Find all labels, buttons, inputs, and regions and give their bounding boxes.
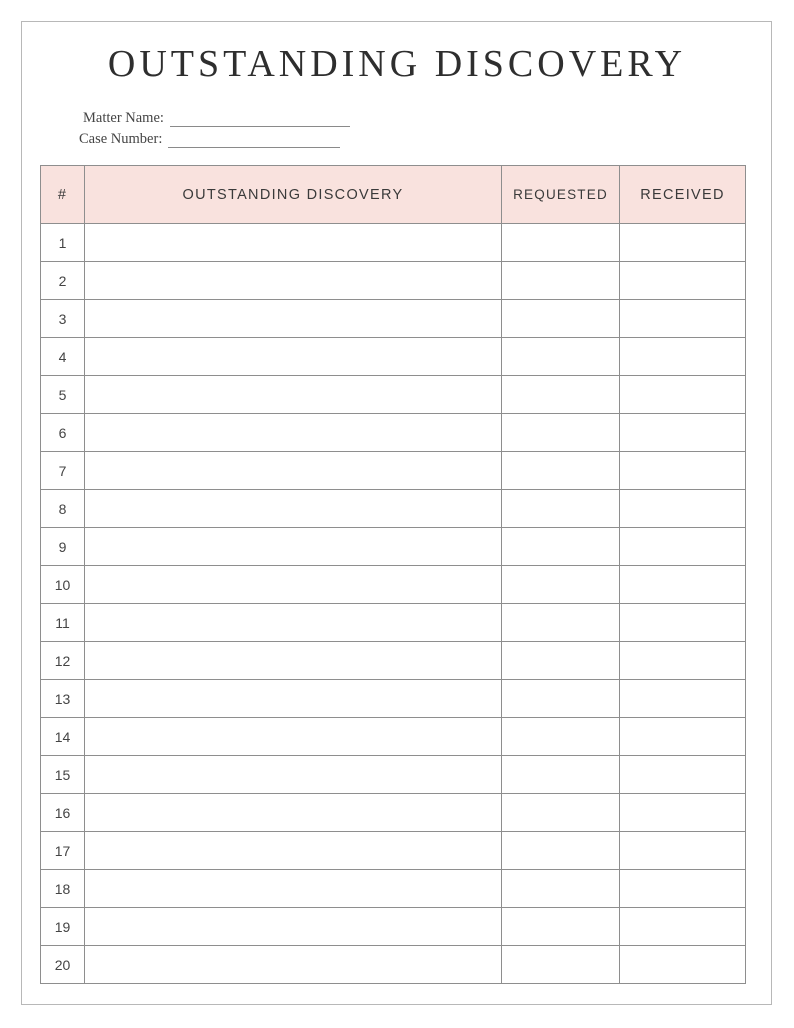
- row-number: 3: [41, 300, 85, 338]
- table-row: [41, 224, 746, 262]
- row-number: 18: [41, 870, 85, 908]
- requested-cell[interactable]: [502, 338, 620, 376]
- received-cell[interactable]: [620, 528, 746, 566]
- received-cell[interactable]: [620, 566, 746, 604]
- row-number: 6: [41, 414, 85, 452]
- description-cell[interactable]: [85, 224, 502, 262]
- table-header-row: [41, 166, 746, 224]
- requested-cell[interactable]: [502, 642, 620, 680]
- table-row: [41, 794, 746, 832]
- description-cell[interactable]: [85, 376, 502, 414]
- discovery-table: [40, 165, 746, 984]
- header-outstanding-discovery: OUTSTANDING DISCOVERY: [85, 166, 502, 224]
- table-row: [41, 908, 746, 946]
- row-number: 11: [41, 604, 85, 642]
- row-number: 8: [41, 490, 85, 528]
- header-requested: REQUESTED: [502, 166, 620, 224]
- received-cell[interactable]: [620, 338, 746, 376]
- table-row: [41, 528, 746, 566]
- row-number: 9: [41, 528, 85, 566]
- table-row: [41, 452, 746, 490]
- description-cell[interactable]: [85, 946, 502, 984]
- requested-cell[interactable]: [502, 870, 620, 908]
- row-number: 15: [41, 756, 85, 794]
- table-row: [41, 642, 746, 680]
- row-number: 19: [41, 908, 85, 946]
- requested-cell[interactable]: [502, 414, 620, 452]
- received-cell[interactable]: [620, 262, 746, 300]
- received-cell[interactable]: [620, 452, 746, 490]
- description-cell[interactable]: [85, 718, 502, 756]
- table-row: [41, 680, 746, 718]
- description-cell[interactable]: [85, 642, 502, 680]
- table-row: [41, 490, 746, 528]
- case-number-field[interactable]: [168, 133, 340, 148]
- requested-cell[interactable]: [502, 566, 620, 604]
- requested-cell[interactable]: [502, 224, 620, 262]
- requested-cell[interactable]: [502, 756, 620, 794]
- description-cell[interactable]: [85, 908, 502, 946]
- requested-cell[interactable]: [502, 300, 620, 338]
- header-number: #: [41, 166, 85, 224]
- case-info: [79, 106, 350, 148]
- table-row: [41, 604, 746, 642]
- requested-cell[interactable]: [502, 908, 620, 946]
- page-title: OUTSTANDING DISCOVERY: [107, 43, 687, 85]
- table-row: [41, 870, 746, 908]
- requested-cell[interactable]: [502, 262, 620, 300]
- received-cell[interactable]: [620, 756, 746, 794]
- row-number: 2: [41, 262, 85, 300]
- row-number: 20: [41, 946, 85, 984]
- requested-cell[interactable]: [502, 376, 620, 414]
- table-body: [41, 224, 746, 984]
- received-cell[interactable]: [620, 414, 746, 452]
- matter-name-field[interactable]: [170, 112, 350, 127]
- description-cell[interactable]: [85, 452, 502, 490]
- table-row: [41, 946, 746, 984]
- received-cell[interactable]: [620, 870, 746, 908]
- received-cell[interactable]: [620, 946, 746, 984]
- table-row: [41, 300, 746, 338]
- case-number-row: [79, 127, 350, 148]
- received-cell[interactable]: [620, 604, 746, 642]
- row-number: 10: [41, 566, 85, 604]
- description-cell[interactable]: [85, 262, 502, 300]
- received-cell[interactable]: [620, 376, 746, 414]
- description-cell[interactable]: [85, 604, 502, 642]
- header-received: RECEIVED: [620, 166, 746, 224]
- description-cell[interactable]: [85, 300, 502, 338]
- row-number: 12: [41, 642, 85, 680]
- received-cell[interactable]: [620, 832, 746, 870]
- requested-cell[interactable]: [502, 718, 620, 756]
- received-cell[interactable]: [620, 224, 746, 262]
- description-cell[interactable]: [85, 794, 502, 832]
- row-number: 14: [41, 718, 85, 756]
- row-number: 17: [41, 832, 85, 870]
- requested-cell[interactable]: [502, 680, 620, 718]
- table-row: [41, 756, 746, 794]
- received-cell[interactable]: [620, 794, 746, 832]
- received-cell[interactable]: [620, 490, 746, 528]
- requested-cell[interactable]: [502, 946, 620, 984]
- received-cell[interactable]: [620, 718, 746, 756]
- matter-name-label: Matter Name:: [83, 110, 164, 126]
- row-number: 4: [41, 338, 85, 376]
- received-cell[interactable]: [620, 642, 746, 680]
- case-number-label: Case Number:: [79, 131, 163, 147]
- table-row: [41, 262, 746, 300]
- row-number: 13: [41, 680, 85, 718]
- matter-name-row: [79, 106, 350, 127]
- table-row: [41, 376, 746, 414]
- requested-cell[interactable]: [502, 832, 620, 870]
- received-cell[interactable]: [620, 680, 746, 718]
- requested-cell[interactable]: [502, 528, 620, 566]
- description-cell[interactable]: [85, 870, 502, 908]
- description-cell[interactable]: [85, 832, 502, 870]
- description-cell[interactable]: [85, 338, 502, 376]
- table-row: [41, 338, 746, 376]
- received-cell[interactable]: [620, 300, 746, 338]
- table-row: [41, 718, 746, 756]
- table-row: [41, 566, 746, 604]
- description-cell[interactable]: [85, 528, 502, 566]
- table-row: [41, 414, 746, 452]
- description-cell[interactable]: [85, 414, 502, 452]
- requested-cell[interactable]: [502, 452, 620, 490]
- requested-cell[interactable]: [502, 604, 620, 642]
- description-cell[interactable]: [85, 490, 502, 528]
- row-number: 5: [41, 376, 85, 414]
- row-number: 7: [41, 452, 85, 490]
- row-number: 16: [41, 794, 85, 832]
- description-cell[interactable]: [85, 756, 502, 794]
- received-cell[interactable]: [620, 908, 746, 946]
- description-cell[interactable]: [85, 566, 502, 604]
- requested-cell[interactable]: [502, 490, 620, 528]
- requested-cell[interactable]: [502, 794, 620, 832]
- description-cell[interactable]: [85, 680, 502, 718]
- table-row: [41, 832, 746, 870]
- row-number: 1: [41, 224, 85, 262]
